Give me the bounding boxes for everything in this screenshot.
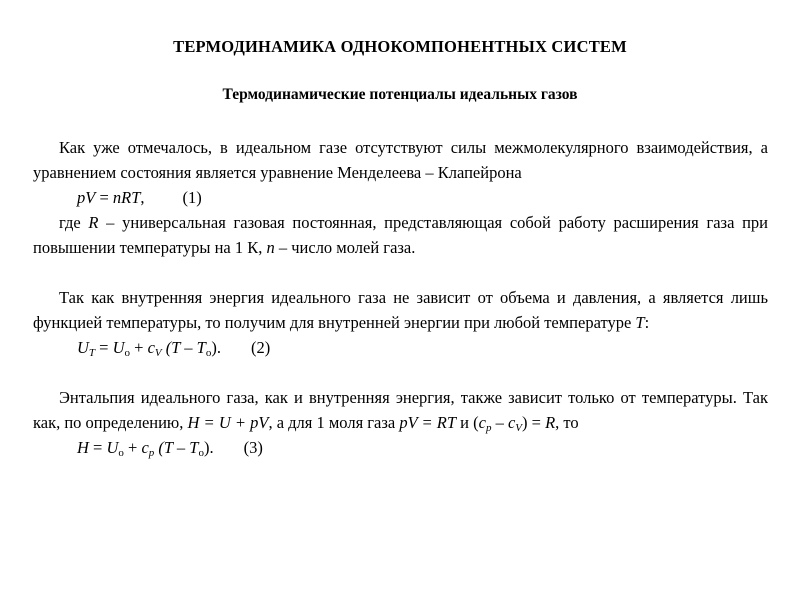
paragraph-2-text-c: – число молей газа. [274, 238, 416, 257]
equation-2-U-sub: T [88, 347, 96, 359]
equation-2-paren: (T – T [161, 338, 206, 357]
equation-2-c-sub: V [154, 347, 162, 359]
equation-2-eq: = [95, 338, 113, 357]
equation-3 [33, 435, 768, 460]
paragraph-4-pv: pV = RT [399, 413, 457, 432]
paragraph-3 [33, 285, 768, 335]
equation-1-number: (1) [182, 188, 202, 207]
paragraph-4-text-c: и ( [456, 413, 479, 432]
equation-2-U0: U [112, 338, 125, 357]
paragraph-4 [33, 385, 768, 435]
paragraph-3-text-b: : [644, 313, 650, 332]
equation-3-c: c [141, 438, 149, 457]
paragraph-gap [33, 360, 768, 385]
equation-2-c: c [147, 338, 155, 357]
paragraph-3-T: T [635, 313, 645, 332]
equation-1-lhs: pV [77, 188, 96, 207]
equation-1-rhs: nRT [112, 188, 141, 207]
equation-1-eq: = [95, 188, 113, 207]
paragraph-2-text-b: – универсальная газовая постоянная, представляющая собой работу расширения газа при повышении температуры на 1 К, [33, 213, 769, 257]
equation-2-number: (2) [250, 338, 271, 357]
equation-3-number: (3) [243, 438, 263, 457]
equation-2-close: ). [211, 338, 221, 357]
section-subtitle: Термодинамические потенциалы идеальных газов [222, 86, 578, 103]
equation-2-T0-sub: o [205, 347, 212, 359]
paragraph-4-text-b: , а для 1 моля газа [268, 413, 400, 432]
paragraph-1: Как уже отмечалось, в идеальном газе отсутствуют силы межмолекулярного взаимодействия, а уравнением состояния является уравнение Менделеева – Клапейрона [33, 138, 768, 182]
paragraph-gap [33, 260, 768, 285]
paragraph-4-cp: c [478, 413, 486, 432]
paragraph-4-cp-sub: p [485, 422, 492, 434]
equation-3-paren: (T – T [154, 438, 199, 457]
paragraph-4-cv: c [507, 413, 516, 432]
paragraph-2 [33, 210, 768, 260]
paragraph-4-text-f: , то [555, 413, 579, 432]
equation-2-U0-sub: o [124, 347, 131, 359]
paragraph-2-text-a: где [59, 213, 89, 232]
equation-3-c-sub: p [148, 447, 155, 459]
paragraph-4-R: R [545, 413, 556, 432]
equation-3-U0-sub: o [118, 447, 124, 459]
page-title: ТЕРМОДИНАМИКА ОДНОКОМПОНЕНТНЫХ СИСТЕМ [173, 37, 627, 56]
paragraph-4-H-def: H = U + pV [187, 413, 269, 432]
equation-3-U0: U [106, 438, 119, 457]
paragraph-4-cv-sub: V [515, 422, 522, 434]
equation-2-plus: + [130, 338, 148, 357]
equation-1-tail: , [140, 188, 145, 207]
equation-3-eq: = [88, 438, 107, 457]
equation-3-T0-sub: o [198, 447, 204, 459]
equation-3-plus: + [123, 438, 142, 457]
paragraph-4-text-e: ) = [522, 413, 546, 432]
paragraph-2-n: n [266, 238, 275, 257]
document-body [33, 135, 768, 460]
equation-2 [33, 335, 768, 360]
paragraph-3-text-a: Так как внутренняя энергия идеального газа не зависит от объема и давления, а является лишь функцией температуры, то получим для внутренней энергии при любой температуре [33, 288, 768, 332]
equation-2-U: U [77, 338, 89, 357]
equation-3-close: ). [203, 438, 214, 457]
paragraph-4-text-a: Энтальпия идеального газа, как и внутренняя энергия, также зависит только от температуры. Так как, по определению, [33, 388, 768, 432]
equation-1 [33, 185, 768, 210]
paragraph-4-text-d: – [491, 413, 508, 432]
paragraph-2-R: R [88, 213, 99, 232]
equation-3-H: H [77, 438, 89, 457]
